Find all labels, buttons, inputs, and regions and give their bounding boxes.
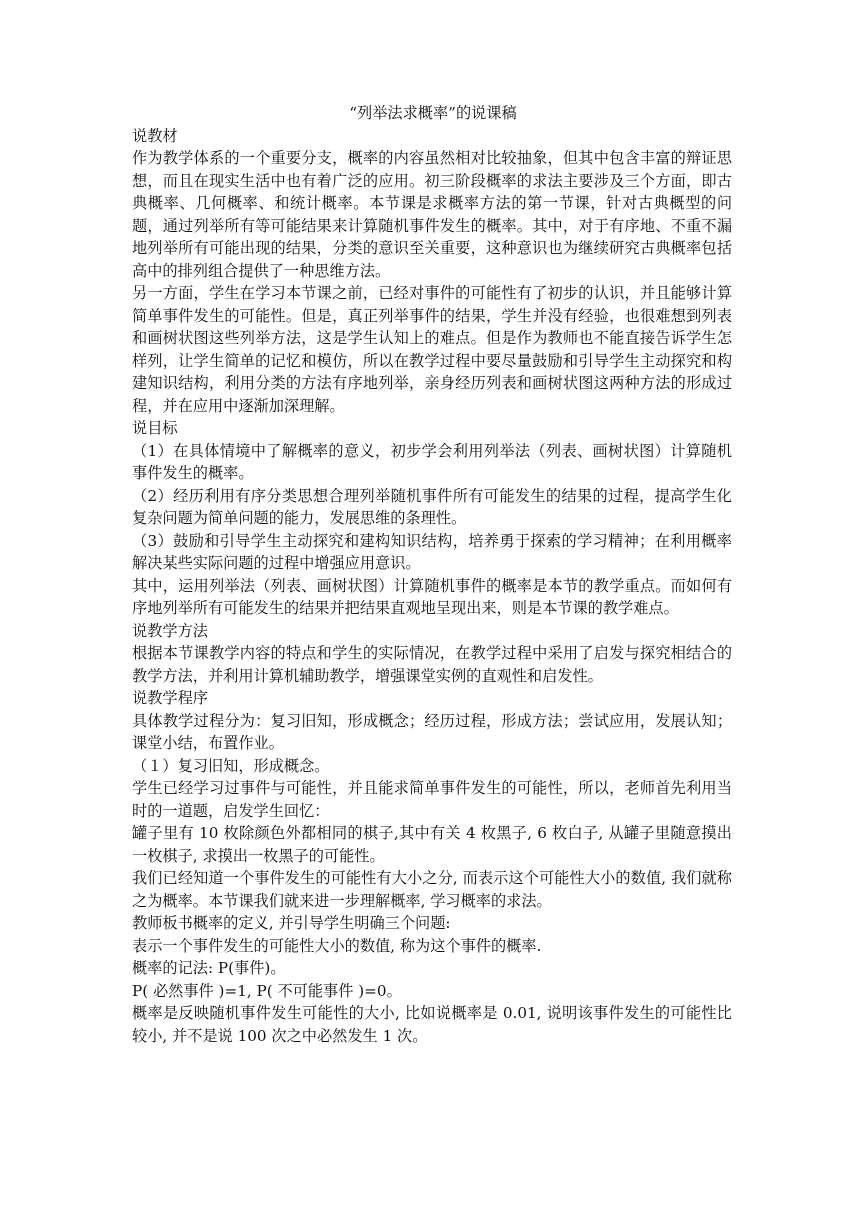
paragraph-procedure-overview: 具体教学过程分为：复习旧知，形成概念；经历过程，形成方法；尝试应用，发展认知；课堂小结，布置作业。 <box>132 711 732 752</box>
objective-item-2: （2）经历利用有序分类思想合理列举随机事件所有可能发生的结果的过程，提高学生化复杂问题为简单问题的能力，发展思维的条理性。 <box>132 486 732 527</box>
paragraph-notation: 概率的记法: P(事件)。 <box>132 959 286 977</box>
paragraph-probability-intro: 我们已经知道一个事件发生的可能性有大小之分, 而表示这个可能性大小的数值, 我们就称之为概率。本节课我们就来进一步理解概率, 学习概率的求法。 <box>132 869 732 910</box>
paragraph-review-intro: 学生已经学习过事件与可能性，并且能求简单事件发生的可能性，所以，老师首先利用当时的一道题，启发学生回忆： <box>132 779 732 820</box>
document-page <box>132 102 732 1047</box>
section-heading-teaching-method: 说教学方法 <box>132 621 208 640</box>
procedure-step-1-heading: （１）复习旧知，形成概念。 <box>132 756 330 775</box>
objective-item-3: （3）鼓励和引导学生主动探究和建构知识结构，培养勇于探索的学习精神；在利用概率解决某些实际问题的过程中增强应用意识。 <box>132 531 732 572</box>
paragraph-teaching-method: 根据本节课教学内容的特点和学生的实际情况，在教学过程中采用了启发与探究相结合的教学方法，并利用计算机辅助教学，增强课堂实例的直观性和启发性。 <box>132 644 732 685</box>
paragraph-board-definition: 教师板书概率的定义, 并引导学生明确三个问题: <box>132 914 451 932</box>
paragraph-probability-meaning: 概率是反映随机事件发生可能性的大小, 比如说概率是 0.01, 说明该事件发生的可能性比较小, 并不是说 100 次之中必然发生 1 次。 <box>132 1004 732 1045</box>
objective-item-1: （1）在具体情境中了解概率的意义，初步学会利用列举法（列表、画树状图）计算随机事件发生的概率。 <box>132 441 732 482</box>
paragraph-definition: 表示一个事件发生的可能性大小的数值, 称为这个事件的概率. <box>132 936 542 955</box>
section-heading-teaching-procedure: 说教学程序 <box>132 689 208 707</box>
section-heading-objectives: 说目标 <box>132 419 178 437</box>
paragraph-key-points: 其中，运用列举法（列表、画树状图）计算随机事件的概率是本节的教学重点。而如何有序地列举所有可能发生的结果并把结果直观地呈现出来，则是本节课的教学难点。 <box>132 576 732 617</box>
paragraph-teaching-material-2: 另一方面，学生在学习本节课之前，已经对事件的可能性有了初步的认识，并且能够计算简单事件发生的可能性。但是，真正列举事件的结果，学生并没有经验，也很难想到列表和画树状图这些列举方法，这是学生认知上的难点。但是作为教师也不能直接告诉学生怎样列，让学生简单的记忆和模仿，所以在教学过程中要尽量鼓励和引导学生主动探究和构建知识结构，利用分类的方法有序地列举，亲身经历列表和画树状图这两种方法的形成过程，并在应用中逐渐加深理解。 <box>132 284 732 415</box>
paragraph-certain-impossible: P( 必然事件 )=1, P( 不可能事件 )=0。 <box>132 981 402 1000</box>
document-title: “列举法求概率”的说课稿 <box>349 104 517 122</box>
paragraph-example-problem: 罐子里有 10 枚除颜色外都相同的棋子,其中有关 4 枚黑子, 6 枚白子, 从罐子里随意摸出一枚棋子, 求摸出一枚黑子的可能性。 <box>132 824 732 865</box>
paragraph-teaching-material-1: 作为教学体系的一个重要分支，概率的内容虽然相对比较抽象，但其中包含丰富的辩证思想，而且在现实生活中也有着广泛的应用。初三阶段概率的求法主要涉及三个方面，即古典概率、几何概率、和统计概率。本节课是求概率方法的第一节课，针对古典概型的问题，通过列举所有等可能结果来计算随机事件发生的概率。其中，对于有序地、不重不漏地列举所有可能出现的结果，分类的意识至关重要，这种意识也为继续研究古典概率包括高中的排列组合提供了一种思维方法。 <box>132 149 732 280</box>
section-heading-teaching-material: 说教材 <box>132 126 178 145</box>
